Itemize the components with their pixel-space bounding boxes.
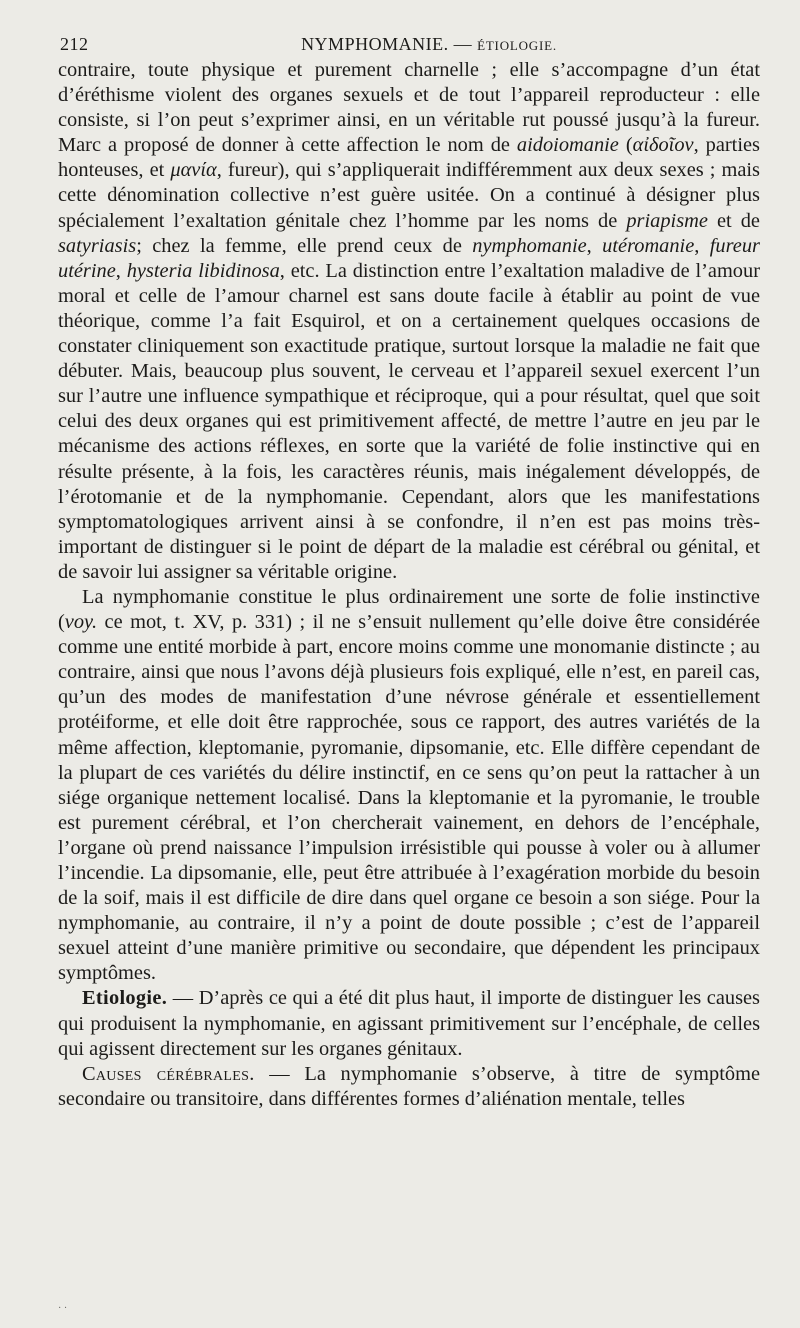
text-run: , parties honteuses, et	[58, 134, 760, 182]
italic-term: aidoiomanie	[516, 134, 619, 157]
italic-term: satyriasis	[58, 234, 137, 257]
text-run: La nymphomanie constitue le plus ordinairement une sorte de folie instinctive (	[58, 585, 760, 634]
page-number: 212	[60, 34, 89, 54]
greek-term: αἰδοῖον	[632, 134, 694, 157]
text-run: ,	[586, 234, 603, 257]
text-run: — La nymphomanie s’observe, à titre de symptôme secondaire ou transitoire, dans différentes formes d’aliénation mentale, telles	[58, 1062, 760, 1110]
text-run: (	[618, 134, 633, 157]
running-title-main: NYMPHOMANIE. —	[301, 34, 473, 54]
running-title-sub: ÉTIOLOGIE.	[477, 38, 557, 53]
text-run: ; chez la femme, elle prend ceux de	[136, 234, 473, 257]
italic-term: hysteria libidinosa	[126, 259, 280, 282]
page-header	[58, 28, 760, 58]
text-run: , etc. La distinction entre l’exaltation maladive de l’amour moral et celle de l’amour charnel est sans doute facile à établir au point de vue théorique, comme l’a fait Esquirol, et on a certainement quelques occasions de constater cliniquement son exactitude pratique, surtout lorsque la maladie ne fait que débuter. Mais, beaucoup plus souvent, le cerveau et l’appareil sexuel exercent l’un sur l’autre une influence sympathique et réciproque, qui a pour résultat, quel que soit celui des deux organes qui est primitivement affecté, de mettre l’autre en jeu par le mécanisme des actions réflexes, en sorte que la variété de folie instinctive qui en résulte présente, à la fois, les caractères réunis, mais inégalement développés, de l’érotomanie et de la nymphomanie. Cependant, alors que les manifestations symptomatologiques arrivent ainsi à se confondre, il n’en est pas moins très-important de distinguer si le point de départ de la maladie est cérébral ou génital, et de savoir lui assigner sa véritable origine.	[58, 259, 760, 583]
greek-term: μανία	[170, 159, 217, 182]
text-run: — D’après ce qui a été dit plus haut, il importe de distinguer les causes qui produisent la nymphomanie, en agissant primitivement sur l’encéphale, de celles qui agissent directement sur les organes génitaux.	[58, 987, 760, 1060]
text-run: ce mot, t. XV, p. 331) ; il ne s’ensuit nullement qu’elle doive être considérée comme une entité morbide à part, encore moins comme une monomanie distincte ; au contraire, ainsi que nous l’avons déjà plusieurs fois expliqué, elle n’est, en pareil cas, qu’un des modes de manifestation d’une névrose générale et essentiellement protéiforme, et elle doit être rapprochée, sous ce rapport, des autres variétés de la même affection, kleptomanie, pyromanie, dipsomanie, etc. Elle diffère cependant de la plupart de ces variétés du délire instinctif, en ce sens qu’on peut la rattacher à un siége organique nettement localisé. Dans la kleptomanie et la pyromanie, le trouble est purement cérébral, et l’on chercherait vainement, en dehors de l’encéphale, l’organe où prend naissance l’impulsion irrésistible qui pousse à voler ou à allumer l’incendie. La dipsomanie, elle, peut être attribuée à l’exagération morbide du besoin de la soif, mais il est difficile de dire dans quel organe ce besoin a son siége. Pour la nymphomanie, au contraire, il n’y a point de doute possible ; c’est de l’appareil sexuel atteint d’une manière primitive ou secondaire, que dépendent les principaux symptômes.	[58, 611, 760, 985]
text-run: , fureur), qui s’appliquerait indifféremment aux deux sexes ; mais cette dénomination collective n’est guère usitée. On a continué à désigner plus spécialement l’exaltation génitale chez l’homme par les noms de	[58, 159, 760, 232]
italic-term: nymphomanie	[472, 234, 587, 257]
text-run: ,	[694, 234, 710, 257]
paragraph	[58, 585, 760, 987]
paragraph-causes	[58, 1062, 760, 1112]
section-heading: Etiologie.	[82, 987, 168, 1010]
text-run: ,	[115, 259, 127, 282]
text-run: et de	[707, 209, 760, 232]
subsection-heading: Causes cérébrales.	[82, 1062, 255, 1085]
italic-term: utéromanie	[602, 234, 695, 257]
italic-term: fureur utérine	[58, 234, 760, 282]
body-text	[58, 58, 760, 1112]
text-run: contraire, toute physique et purement charnelle ; elle s’accompagne d’un état d’éréthisme violent des organes sexuels et de tout l’appareil reproducteur : elle consiste, si l’on peut s’exprimer ainsi, en un véritable rut poussé jusqu’à la fureur. Marc a proposé de donner à cette affection le nom de	[58, 59, 760, 157]
paragraph-etiologie	[58, 986, 760, 1061]
running-title	[58, 34, 760, 55]
paragraph	[58, 58, 760, 585]
italic-term: priapisme	[626, 209, 708, 232]
italic-term: voy.	[64, 611, 98, 634]
page-marks: · ·	[58, 1303, 68, 1314]
